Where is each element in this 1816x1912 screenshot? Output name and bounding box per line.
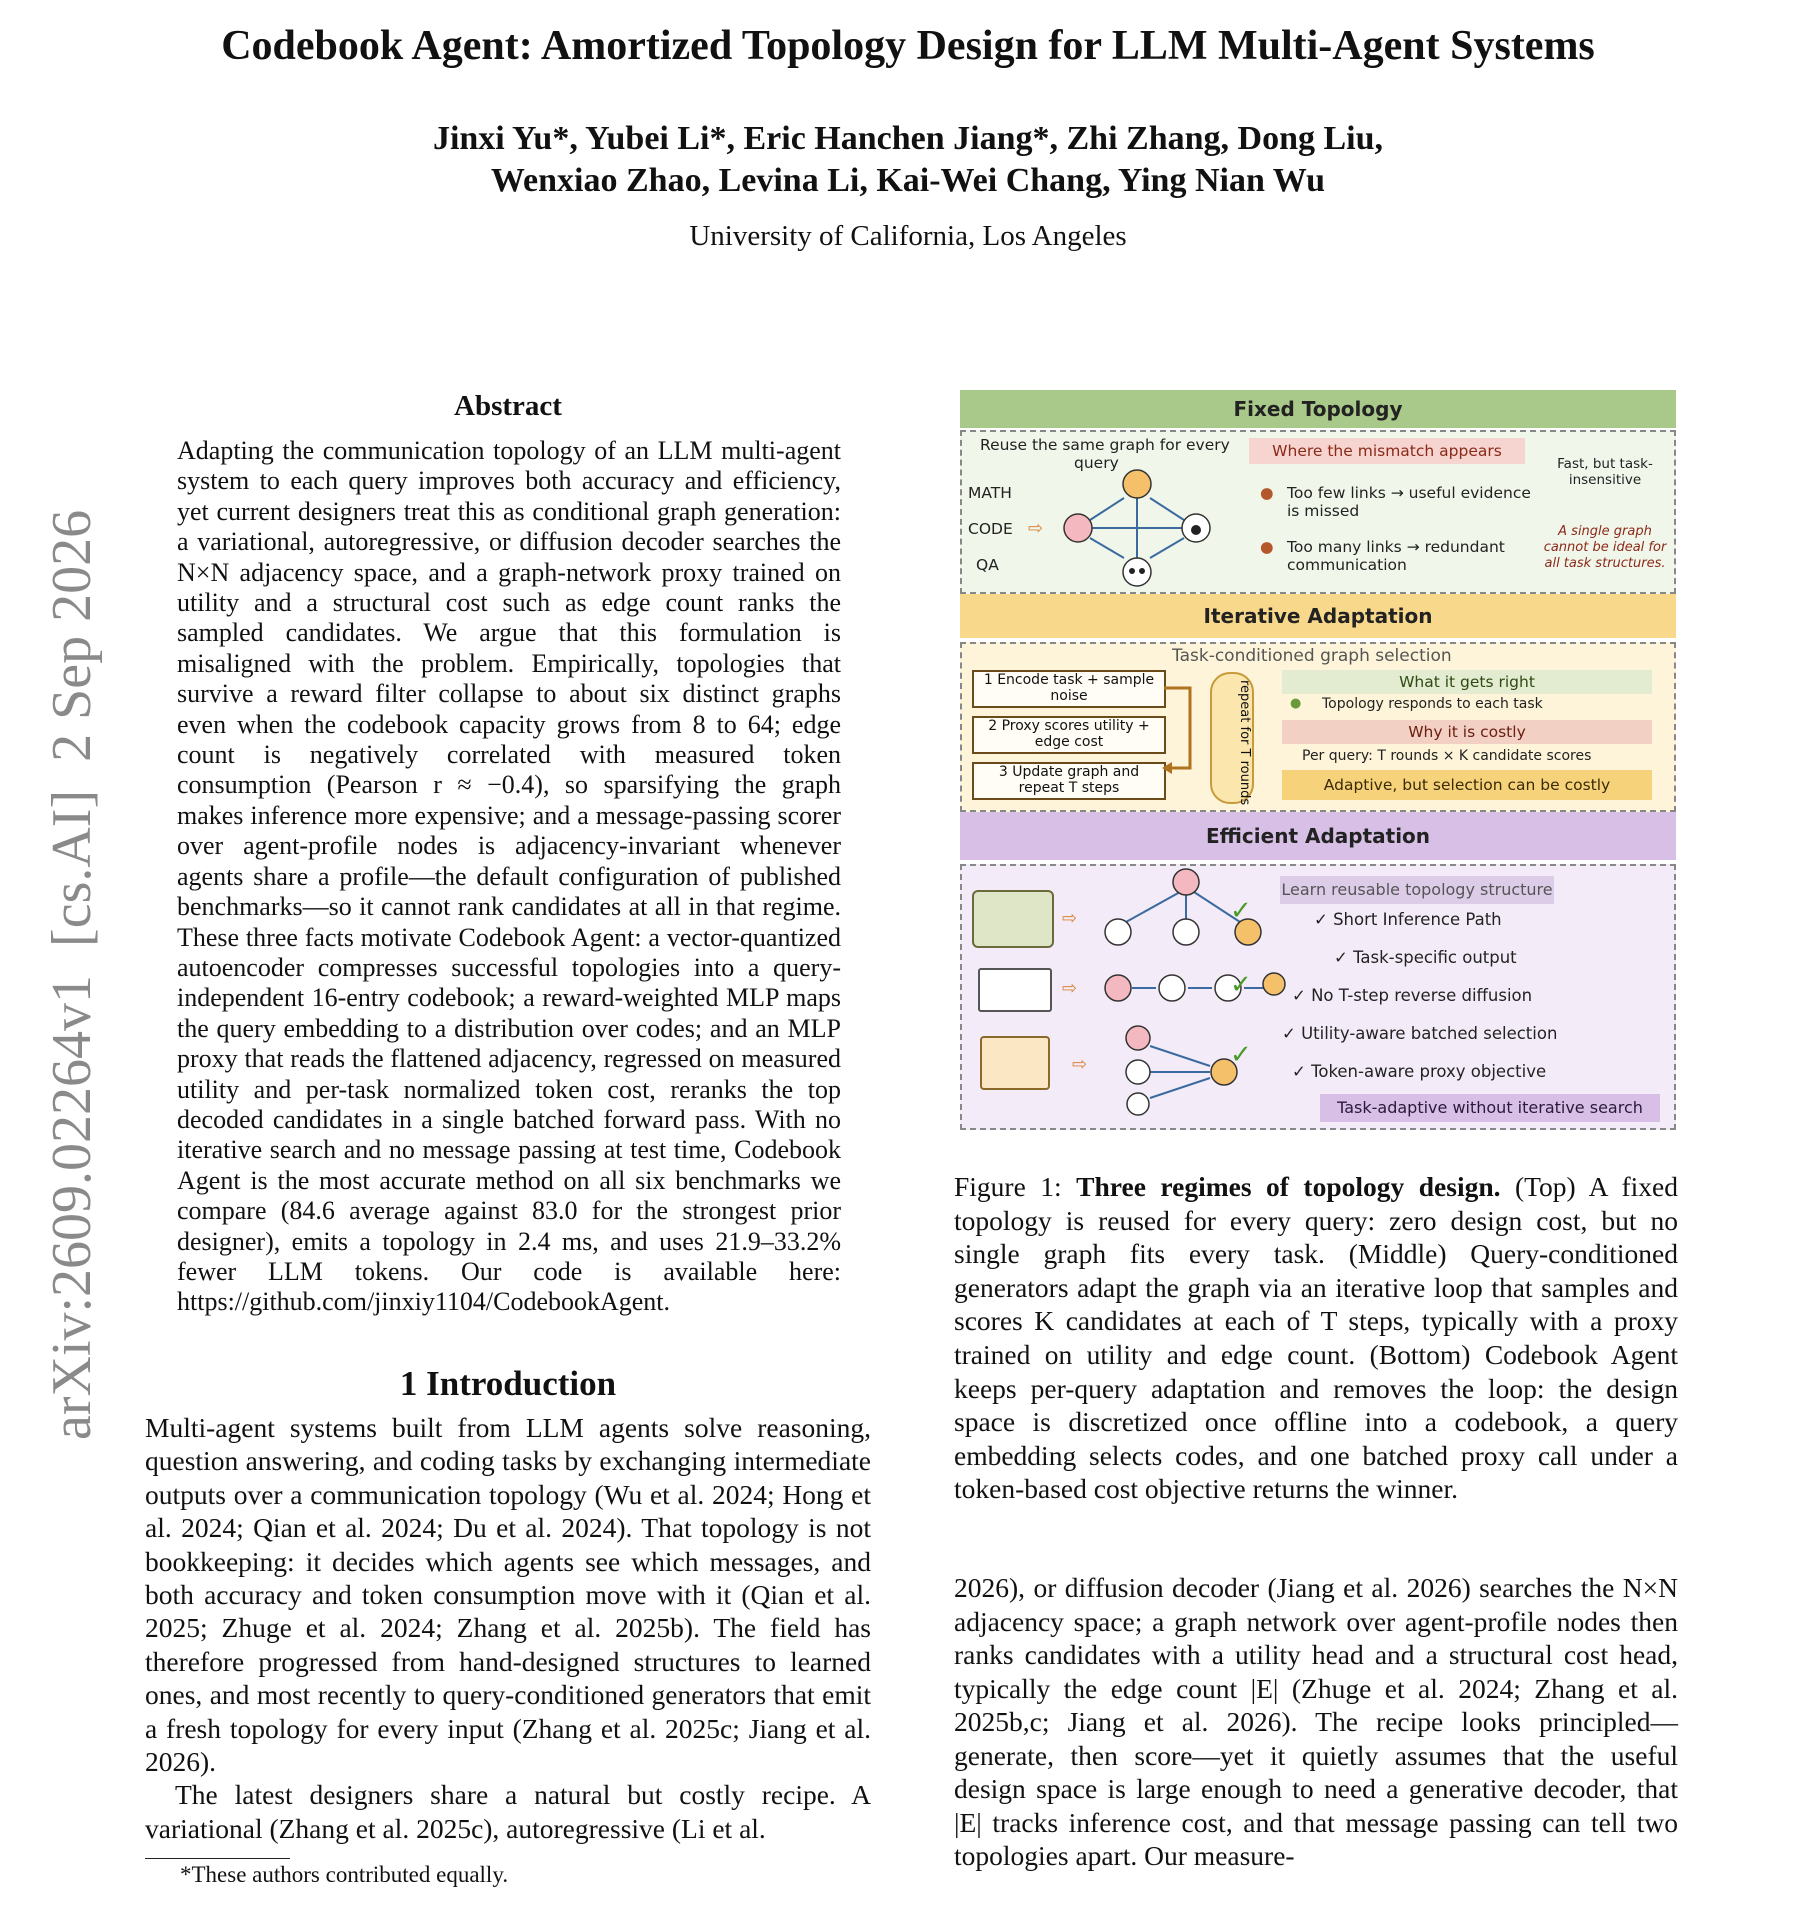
reuse-text-2: query [1074, 454, 1119, 472]
iterative-adaptation-band: Iterative Adaptation [960, 594, 1676, 638]
efficient-item-3: ✓ No T-step reverse diffusion [1292, 986, 1533, 1005]
arrow-icon: ⇨ [1062, 978, 1078, 999]
bullet-1a: Too few links → useful evidence [1287, 484, 1531, 502]
bullet-2a: Too many links → redundant [1287, 538, 1505, 556]
step-3a: 3 Update graph and [998, 764, 1140, 780]
fixed-graph [1062, 468, 1212, 588]
task-math: MATH [968, 484, 1012, 502]
caption-bold: Three regimes of topology design. [1076, 1171, 1501, 1202]
code-window-icon [978, 968, 1052, 1012]
efficient-summary: Task-adaptive without iterative search [1320, 1094, 1660, 1122]
author-line-2: Wenxiao Zhao, Levina Li, Kai-Wei Chang, Ying Nian Wu [490, 162, 1326, 199]
abstract-text: Adapting the communication topology of an LLM multi-agent system to each query improves both accuracy and efficiency, yet current designers treat this as conditional graph generation: a variational, autoregressive, or diffusion decoder searches the N×N adjacency space, and a graph-network proxy trained on utility and a structural cost such as edge count ranks the sampled candidates. We argue that this formulation is misaligned with the problem. Empirically, topologies that survive a reward filter collapse to about six distinct graphs even when the codebook capacity grows from 8 to 64; edge count is negatively correlated with measured token consumption (Pearson r ≈ −0.4), so sparsifying the graph makes inference more expensive; and a message-passing scorer over agent-profile nodes is adjacency-invariant whenever agents share a profile—the default configuration of published benchmarks—so it cannot rank candidates at all in that regime. These three facts motivate Codebook Agent: a vector-quantized autoencoder compresses successful topologies into a query-independent 16-entry codebook; a reward-weighted MLP maps the query embedding to a distribution over codes; and an MLP proxy that reads the flattened adjacency, regressed on measured utility and per-task normalized token cost, reranks the top decoded candidates in a single batched forward pass. With no iterative search and no message passing at test time, Codebook Agent is the most accurate method on all six benchmarks we compare (84.6 average against 83.0 for the strongest prior designer), emits a topology in 2.4 ms, and uses 21.9–33.2% fewer LLM tokens. Our code is available here: https://github.com/jinxiy1104/CodebookAgent. [177, 436, 841, 1317]
introduction-body [145, 1411, 871, 1845]
fixed-topology-band: Fixed Topology [960, 390, 1676, 428]
iterative-summary: Adaptive, but selection can be costly [1282, 770, 1652, 800]
task-code: CODE [968, 520, 1013, 538]
mismatch-header: Where the mismatch appears [1249, 438, 1525, 464]
check-sparkle-icon: ✓ [1230, 896, 1252, 926]
footnote-rule [145, 1858, 290, 1859]
figure-caption [954, 1170, 1678, 1506]
arrow-icon: ⇨ [1072, 1054, 1088, 1075]
book-question-icon [980, 1036, 1050, 1090]
author-line-1: Jinxi Yu*, Yubei Li*, Eric Hanchen Jiang*, Zhi Zhang, Dong Liu, [432, 120, 1384, 157]
efficient-item-1: ✓ Short Inference Path [1314, 910, 1502, 929]
arrow-icon: ⇨ [1062, 908, 1078, 929]
what-right-item: Topology responds to each task [1322, 696, 1543, 712]
repeat-label: repeat for T rounds [1237, 680, 1252, 806]
arrow-icon: ⇨ [1028, 518, 1044, 539]
efficient-item-4: ✓ Utility-aware batched selection [1282, 1024, 1558, 1043]
what-right-header: What it gets right [1282, 670, 1652, 694]
loop-arrow [1160, 674, 1200, 784]
paper-title: Codebook Agent: Amortized Topology Design for LLM Multi-Agent Systems [221, 23, 1595, 69]
step-2b: edge cost [1034, 734, 1104, 750]
right-column-text [954, 1571, 1678, 1873]
step-1a: 1 Encode task + sample [983, 672, 1155, 688]
learn-header: Learn reusable topology structure [1280, 876, 1554, 904]
step-2-box [972, 716, 1166, 754]
intro-paragraph-1: Multi-agent systems built from LLM agents solve reasoning, question answering, and coding tasks by exchanging intermediate outputs over a communication topology (Wu et al. 2024; Hong et al. 2024; Qian et al. 2024; Du et al. 2024). That topology is not bookkeeping: it decides which agents see which messages, and both accuracy and token consumption move with it (Qian et al. 2025; Zhuge et al. 2024; Zhang et al. 2025b). The field has therefore progressed from hand-designed structures to learned ones, and most recently to query-conditioned generators that emit a fresh topology for every input (Zhang et al. 2025c; Jiang et al. 2026). [145, 1412, 871, 1778]
step-3b: repeat T steps [1018, 780, 1120, 796]
intro-paragraph-2: The latest designers share a natural but costly recipe. A variational (Zhang et al. 2025c), autoregressive (Li et al. [145, 1779, 871, 1844]
caption-text: (Top) A fixed topology is reused for every query: zero design cost, but no single graph fits every task. (Middle) Query-conditioned generators adapt the graph via an iterative loop that samples and scores K candidates at each of T steps, typically with a proxy trained on utility and edge count. (Bottom) Codebook Agent keeps per-query adaptation and removes the loop: the design space is discretized once offline into a codebook, a query embedding selects codes, and one batched proxy call under a token-based cost objective returns the winner. [954, 1171, 1678, 1505]
arxiv-stamp: arXiv:2609.02264v1 [cs.AI] 2 Sep 2026 [41, 509, 103, 1440]
bullet-icon: ● [1290, 696, 1302, 711]
footnote: *These authors contributed equally. [180, 1862, 509, 1887]
costly-item: Per query: T rounds × K candidate scores [1302, 748, 1592, 764]
caption-label: Figure 1: [954, 1171, 1077, 1202]
efficient-panel [960, 864, 1676, 1130]
bullet-1b: is missed [1287, 502, 1360, 520]
step-1-box [972, 670, 1166, 708]
repeat-pill [1210, 672, 1254, 804]
note-2: cannot be ideal for [1543, 540, 1667, 555]
note-1: A single graph [1558, 524, 1652, 539]
step-2a: 2 Proxy scores utility + [988, 718, 1150, 734]
step-1b: noise [1050, 688, 1088, 704]
check-sparkle-icon: ✓ [1230, 1040, 1252, 1070]
efficient-graphs [1086, 866, 1286, 1116]
step-3-box [972, 762, 1166, 800]
bullet-2b: communication [1287, 556, 1407, 574]
note-3: all task structures. [1544, 556, 1666, 571]
efficient-adaptation-band: Efficient Adaptation [960, 812, 1676, 860]
section-heading-introduction: 1 Introduction [399, 1364, 617, 1403]
author-list [0, 118, 1816, 202]
efficient-item-2: ✓ Task-specific output [1334, 948, 1517, 967]
bullet-icon: ● [1260, 484, 1274, 502]
affiliation: University of California, Los Angeles [689, 220, 1127, 252]
right-column-paragraph: 2026), or diffusion decoder (Jiang et al. 2026) searches the N×N adjacency space; a graph network over agent-profile nodes then ranks candidates with a utility head and a structural cost head, typically the edge count |E| (Zhuge et al. 2024; Zhang et al. 2025b,c; Jiang et al. 2026). The recipe looks principled—generate, then score—yet it quietly assumes that the useful design space is large enough to need a generative decoder, that |E| tracks inference cost, and that message passing can tell two topologies apart. Our measure- [954, 1572, 1678, 1871]
fixed-topology-panel [960, 430, 1676, 594]
bullet-icon: ● [1260, 538, 1274, 556]
task-qa: QA [976, 556, 999, 574]
reuse-text-1: Reuse the same graph for every [980, 436, 1230, 454]
calculator-icon [972, 890, 1054, 948]
iterative-panel [960, 642, 1676, 812]
efficient-item-5: ✓ Token-aware proxy objective [1292, 1062, 1547, 1081]
iterative-subtitle: Task-conditioned graph selection [1172, 646, 1452, 666]
costly-header: Why it is costly [1282, 720, 1652, 744]
abstract-heading: Abstract [454, 390, 562, 422]
fast-text-1: Fast, but task- [1557, 456, 1653, 472]
check-sparkle-icon: ✓ [1230, 970, 1252, 1000]
fast-text-2: insensitive [1568, 472, 1642, 488]
figure-1 [958, 390, 1678, 1140]
